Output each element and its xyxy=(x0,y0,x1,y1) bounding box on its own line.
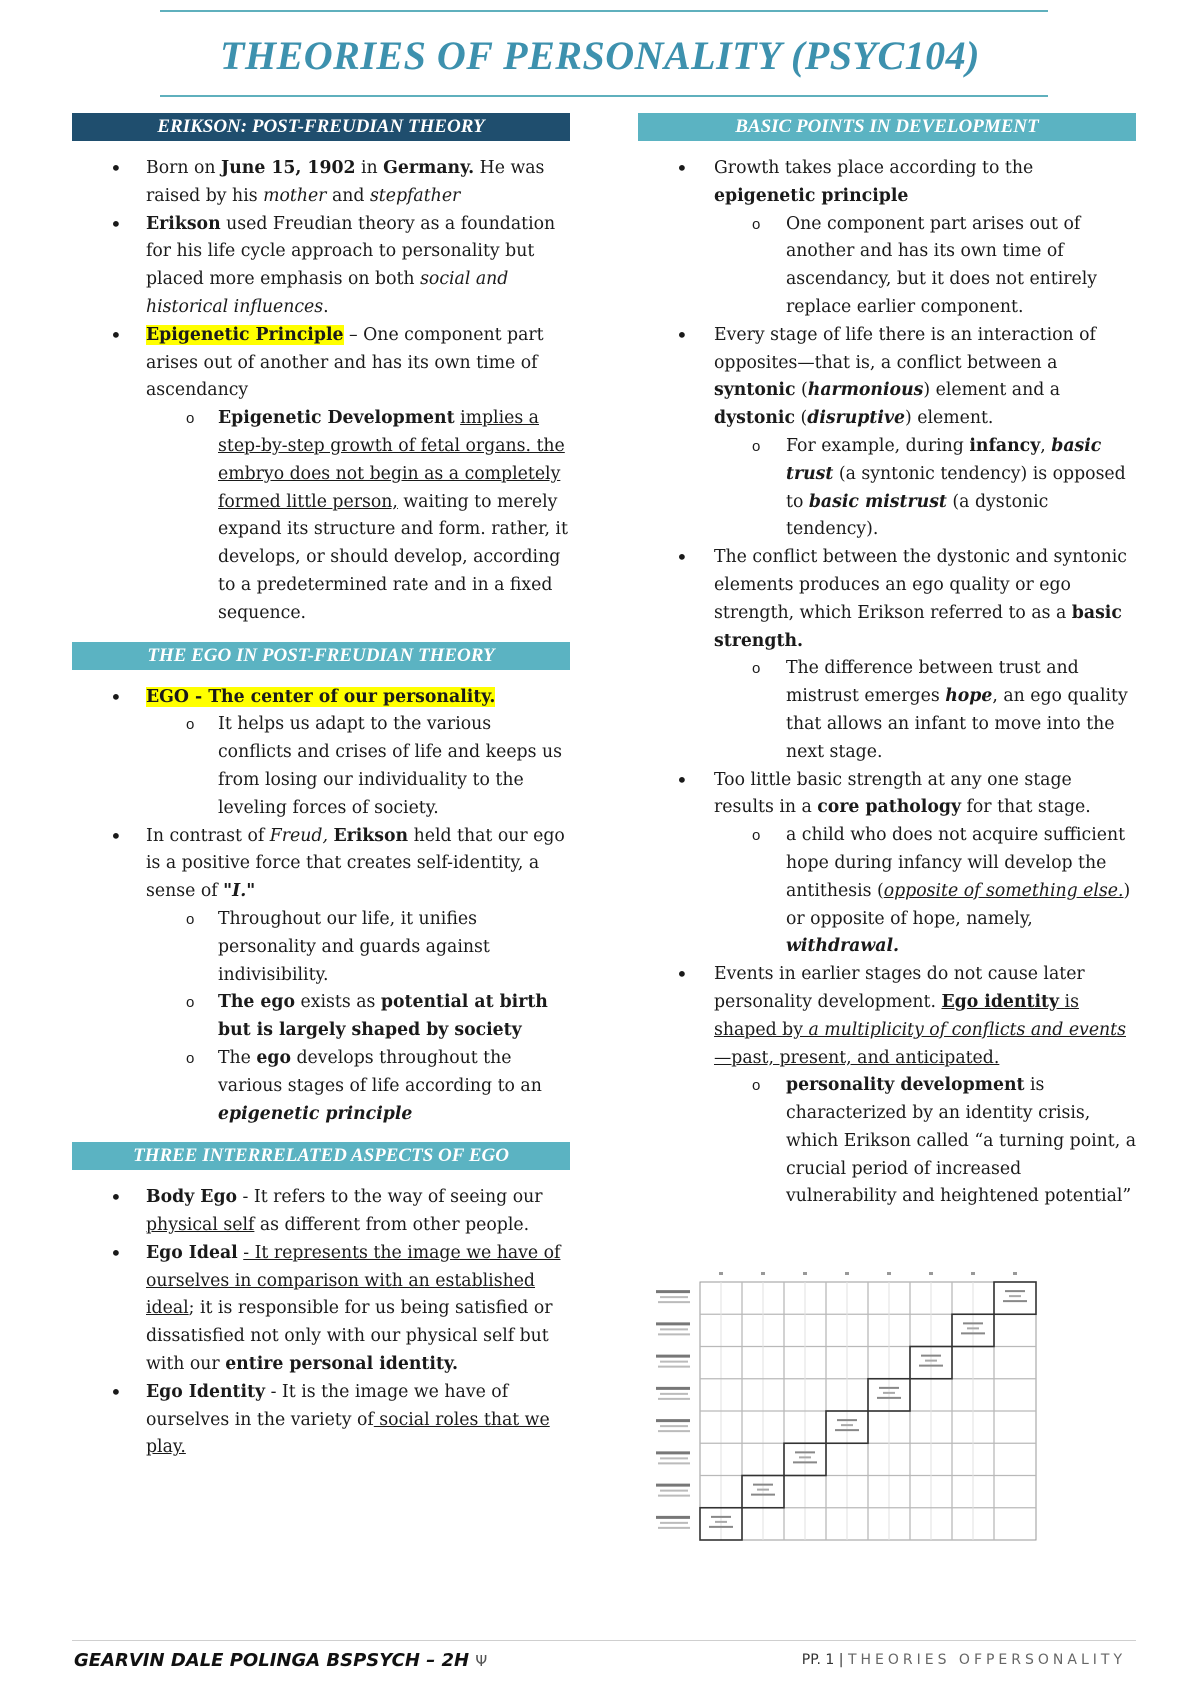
sub-list-item: o personality development is characterized by an identity crisis, which Erikson called “a turning point, a crucial period of increased vulnerability and heightened potential” xyxy=(638,1072,1136,1211)
row-label-mark xyxy=(658,1527,690,1529)
list-item: • EGO - The center of our personality. xyxy=(72,684,570,712)
ego-list xyxy=(72,684,570,1129)
stage-cell-mark xyxy=(835,1429,859,1431)
stage-cell-mark xyxy=(961,1332,985,1334)
sub-list-item: o It helps us adapt to the various conflicts and crises of life and keeps us from losing our individuality to the leveling forces of society. xyxy=(72,711,570,822)
row-label-mark xyxy=(658,1333,690,1335)
basic-points-list xyxy=(638,155,1136,1211)
row-label-mark xyxy=(658,1462,690,1464)
column-marker xyxy=(971,1272,975,1275)
column-marker xyxy=(803,1272,807,1275)
stage-cell-mark xyxy=(711,1516,731,1518)
list-item: • Body Ego - It refers to the way of seeing our physical self as different from other people. xyxy=(72,1184,570,1240)
stage-cell-mark xyxy=(921,1355,941,1357)
stage-cell-mark xyxy=(753,1484,773,1486)
sub-list-item: o For example, during infancy, basic trust (a syntonic tendency) is opposed to basic mistrust (a dystonic tendency). xyxy=(638,433,1136,544)
row-label-mark xyxy=(660,1393,688,1395)
stage-cell-mark xyxy=(877,1397,901,1399)
left-column xyxy=(72,113,570,1462)
column-marker xyxy=(1013,1272,1017,1275)
stage-cell-mark xyxy=(967,1327,979,1329)
stage-cell-mark xyxy=(709,1526,733,1528)
sub-list-item: o The ego exists as potential at birth but is largely shaped by society xyxy=(72,989,570,1045)
stage-cell-mark xyxy=(799,1456,811,1458)
stage-cell-mark xyxy=(963,1322,983,1324)
stage-cell-mark xyxy=(751,1494,775,1496)
list-item: • Erikson used Freudian theory as a foundation for his life cycle approach to personality but placed more emphasis on both social and historical influences. xyxy=(72,211,570,322)
list-item: • Epigenetic Principle – One component part arises out of another and has its own time of ascendancy xyxy=(72,322,570,405)
sub-list-item: o One component part arises out of another and has its own time of ascendancy, but it does not entirely replace earlier component. xyxy=(638,211,1136,322)
section-header-three-aspects: THREE INTERRELATED ASPECTS OF EGO xyxy=(72,1142,570,1170)
row-label-mark xyxy=(656,1516,690,1519)
column-marker xyxy=(761,1272,765,1275)
row-label-mark xyxy=(660,1361,688,1363)
stage-cell-mark xyxy=(715,1521,727,1523)
section-header-basic-points: BASIC POINTS IN DEVELOPMENT xyxy=(638,113,1136,141)
stage-cell-mark xyxy=(1009,1295,1021,1297)
stage-column-markers xyxy=(719,1272,1017,1275)
row-label-mark xyxy=(656,1451,690,1454)
list-item: • Ego Identity - It is the image we have of ourselves in the variety of social roles that we play. xyxy=(72,1379,570,1462)
section-header-erikson: ERIKSON: POST-FREUDIAN THEORY xyxy=(72,113,570,141)
top-rule xyxy=(160,10,1048,12)
stage-cell-mark xyxy=(1005,1290,1025,1292)
sub-list-item: o Throughout our life, it unifies personality and guards against indivisibility. xyxy=(72,906,570,989)
list-item: • Events in earlier stages do not cause later personality development. Ego identity is shaped by a multiplicity of conflicts and events —past, present, and anticipated. xyxy=(638,961,1136,1072)
row-label-mark xyxy=(656,1484,690,1487)
sub-list-item: o Epigenetic Development implies a step-by-step growth of fetal organs. the embryo does not begin as a completely formed little person, waiting to merely expand its structure and form. rather, it develops, or should develop, according to a predetermined rate and in a fixed sequence. xyxy=(72,405,570,627)
list-item: • In contrast of Freud, Erikson held that our ego is a positive force that creates self-identity, a sense of "I." xyxy=(72,823,570,906)
sub-list-item: o The ego develops throughout the various stages of life according to an epigenetic principle xyxy=(72,1045,570,1128)
stage-cell-mark xyxy=(879,1387,899,1389)
sub-list-item: o The difference between trust and mistrust emerges hope, an ego quality that allows an infant to move into the next stage. xyxy=(638,655,1136,766)
list-item: • Too little basic strength at any one stage results in a core pathology for that stage. xyxy=(638,767,1136,823)
row-label-mark xyxy=(656,1387,690,1390)
row-label-mark xyxy=(656,1322,690,1325)
row-label-mark xyxy=(660,1296,688,1298)
row-label-mark xyxy=(660,1457,688,1459)
stage-cell xyxy=(994,1282,1036,1314)
stage-row-labels xyxy=(656,1290,690,1529)
footer-rule xyxy=(72,1640,1136,1641)
list-item: • Born on June 15, 1902 in Germany. He was raised by his mother and stepfather xyxy=(72,155,570,211)
row-label-mark xyxy=(656,1290,690,1293)
stage-cell-mark xyxy=(1003,1300,1027,1302)
column-marker xyxy=(845,1272,849,1275)
title-rule xyxy=(160,95,1048,97)
row-label-mark xyxy=(658,1430,690,1432)
page-title: THEORIES OF PERSONALITY (PSYC104) xyxy=(220,33,980,78)
list-item: • Ego Ideal - It represents the image we have of ourselves in comparison with an established ideal; it is responsible for us being satisfied or dissatisfied not only with our physical self but with our entire personal identity. xyxy=(72,1240,570,1379)
stage-cell-mark xyxy=(793,1461,817,1463)
stage-cell-mark xyxy=(841,1424,853,1426)
stage-cell-mark xyxy=(757,1489,769,1491)
column-marker xyxy=(887,1272,891,1275)
erikson-list xyxy=(72,155,570,628)
footer-page: PP. 1 | THEORIES OFPERSONALITY xyxy=(801,1652,1126,1668)
erikson-stages-grid-figure xyxy=(650,1268,1080,1570)
row-label-mark xyxy=(660,1522,688,1524)
column-marker xyxy=(929,1272,933,1275)
row-label-mark xyxy=(656,1419,690,1422)
column-marker xyxy=(719,1272,723,1275)
stage-cell-mark xyxy=(925,1360,937,1362)
list-item: • Every stage of life there is an interaction of opposites—that is, a conflict between a syntonic (harmonious) element and a dystonic (disruptive) element. xyxy=(638,322,1136,433)
row-label-mark xyxy=(660,1425,688,1427)
right-column xyxy=(638,113,1136,1211)
row-label-mark xyxy=(658,1301,690,1303)
section-header-ego: THE EGO IN POST-FREUDIAN THEORY xyxy=(72,642,570,670)
row-label-mark xyxy=(658,1366,690,1368)
aspects-list xyxy=(72,1184,570,1462)
row-label-mark xyxy=(660,1328,688,1330)
stage-cell-mark xyxy=(795,1451,815,1453)
sub-list-item: o a child who does not acquire sufficient hope during infancy will develop the antithesis (opposite of something else.) or opposite of hope, namely, withdrawal. xyxy=(638,822,1136,961)
list-item: • The conflict between the dystonic and syntonic elements produces an ego quality or ego strength, which Erikson referred to as a basic strength. xyxy=(638,544,1136,655)
footer-author: GEARVIN DALE POLINGA BSPSYCH – 2H Ψ xyxy=(74,1650,488,1671)
row-label-mark xyxy=(656,1355,690,1358)
stage-cell-mark xyxy=(883,1392,895,1394)
stage-cell-mark xyxy=(919,1365,943,1367)
row-label-mark xyxy=(658,1398,690,1400)
psi-symbol: Ψ xyxy=(475,1652,488,1670)
list-item: • Growth takes place according to the epigenetic principle xyxy=(638,155,1136,211)
stage-cell-mark xyxy=(837,1419,857,1421)
row-label-mark xyxy=(660,1490,688,1492)
row-label-mark xyxy=(658,1495,690,1497)
